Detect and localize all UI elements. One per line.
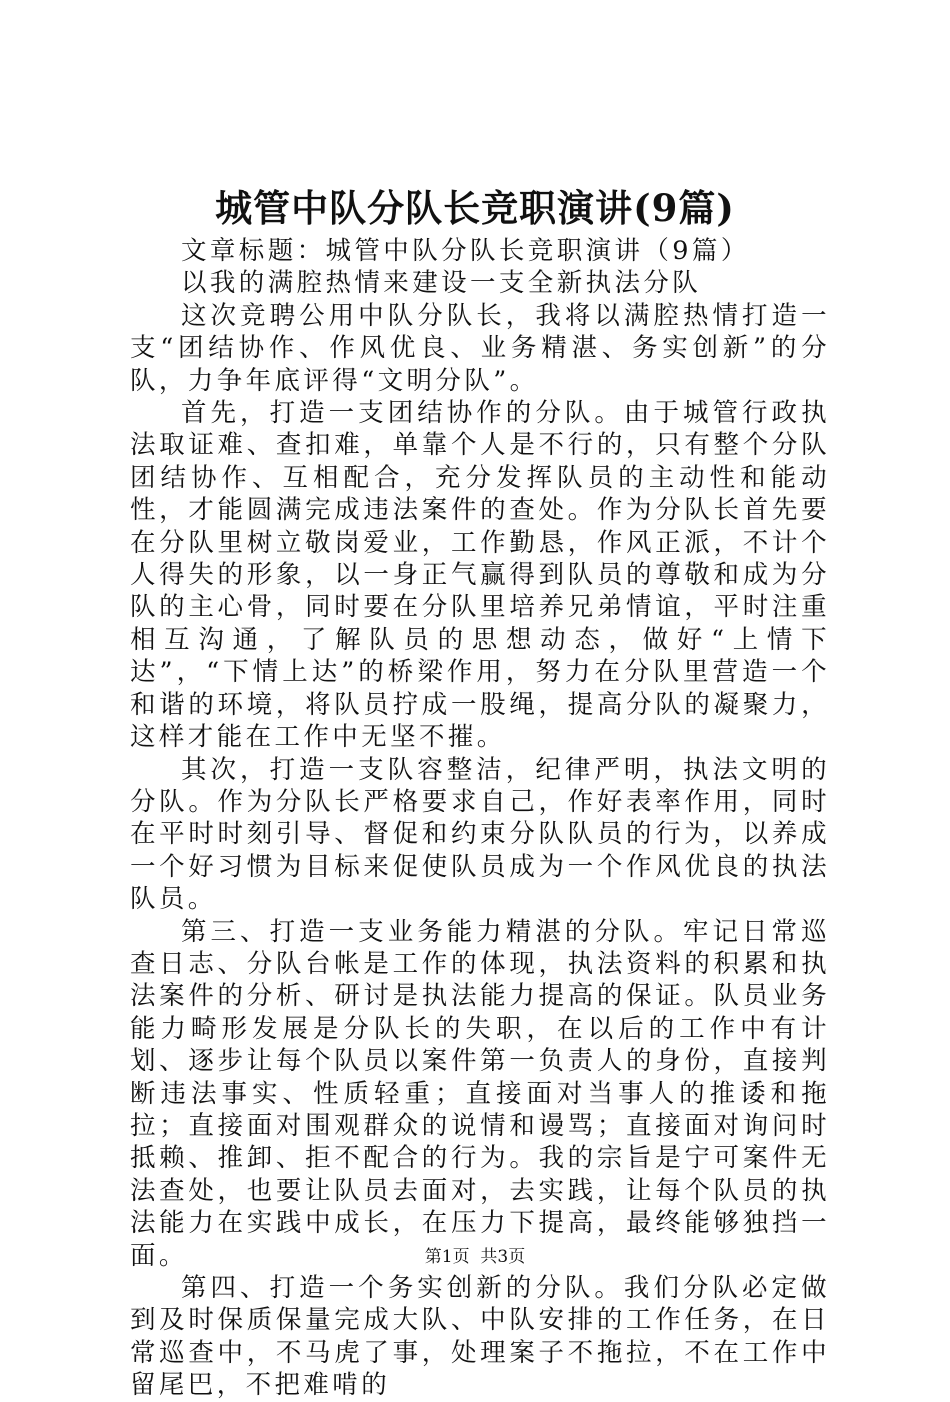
paragraph-first: 首先，打造一支团结协作的分队。由于城管行政执法取证难、查扣难，单靠个人是不行的，只有整个分队团结协作、互相配合，充分发挥队员的主动性和能动性，才能圆满完成违法案件的查处。作为分队长首先要在分队里树立敬岗爱业，工作勤恳，作风正派，不计个人得失的形象，以一身正气赢得到队员的尊敬和成为分队的主心骨，同时要在分队里培养兄弟情谊，平时注重相互沟通，了解队员的思想动态，做好“上情下达”，“下情上达”的桥梁作用，努力在分队里营造一个和谐的环境，将队员拧成一股绳，提高分队的凝聚力，这样才能在工作中无坚不摧。 [130, 398, 830, 753]
page-footer: 第1页 共3页 [424, 1247, 526, 1267]
paragraph-fourth: 第四、打造一个务实创新的分队。我们分队必定做到及时保质保量完成大队、中队安排的工作任务，在日常巡查中，不马虎了事，处理案子不拖拉，不在工作中留尾巴，不把难啃的 [130, 1273, 830, 1401]
article-title-line: 文章标题：城管中队分队长竞职演讲（9篇） [181, 236, 750, 266]
paragraph-intro: 这次竞聘公用中队分队长，我将以满腔热情打造一支“团结协作、作风优良、业务精湛、务实创新”的分队，力争年底评得“文明分队”。 [130, 300, 830, 396]
page-title: 城管中队分队长竞职演讲(9篇) [215, 186, 735, 230]
document-body [130, 235, 830, 1402]
subtitle-line: 以我的满腔热情来建设一支全新执法分队 [181, 268, 702, 299]
paragraph-third: 第三、打造一支业务能力精湛的分队。牢记日常巡查日志、分队台帐是工作的体现，执法资料的积累和执法案件的分析、研讨是执法能力提高的保证。队员业务能力畸形发展是分队长的失职，在以后的工作中有计划、逐步让每个队员以案件第一负责人的身份，直接判断违法事实、性质轻重；直接面对当事人的推诿和拖拉；直接面对围观群众的说情和谩骂；直接面对询问时抵赖、推卸、拒不配合的行为。我的宗旨是宁可案件无法查处，也要让队员去面对，去实践，让每个队员的执法能力在实践中成长，在压力下提高，最终能够独挡一面。 [130, 916, 830, 1271]
paragraph-second: 其次，打造一支队容整洁，纪律严明，执法文明的分队。作为分队长严格要求自己，作好表率作用，同时在平时时刻引导、督促和约束分队队员的行为，以养成一个好习惯为目标来促使队员成为一个作风优良的执法队员。 [130, 754, 830, 915]
